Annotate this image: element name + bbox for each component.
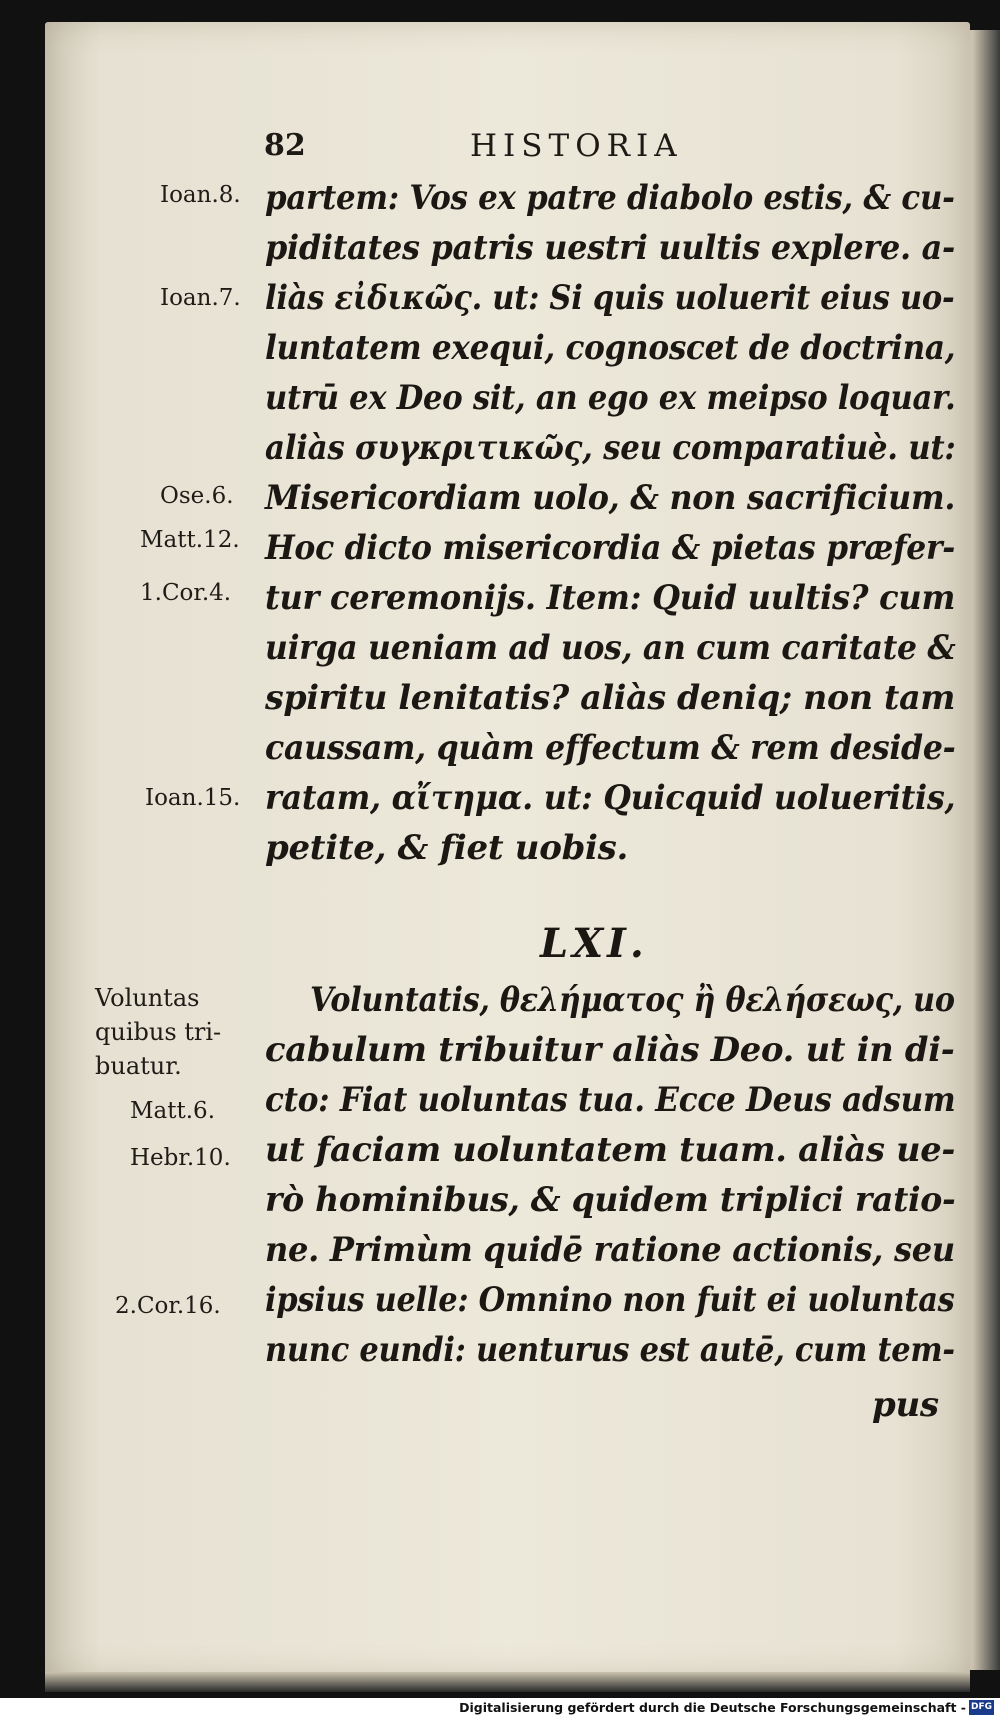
text-line: piditates patris uestri uultis explere. a- — [265, 228, 955, 268]
margin-note: Ose.6. — [160, 483, 234, 509]
text-line: ratam, αἴτημα. ut: Quicquid uolueritis, — [265, 778, 956, 818]
running-title: HISTORIA — [470, 128, 683, 164]
text-line: cabulum tribuitur aliàs Deo. ut in di- — [265, 1030, 955, 1070]
margin-note: buatur. — [95, 1052, 182, 1080]
text-line: liàs εἰδικῶς. ut: Si quis uoluerit eius uo- — [265, 278, 955, 318]
margin-note: quibus tri- — [95, 1018, 222, 1046]
text-line: uirga ueniam ad uos, an cum caritate & — [265, 628, 956, 668]
text-line: Misericordiam uolo, & non sacrificium. — [265, 478, 956, 518]
dfg-logo: DFG — [969, 1700, 994, 1715]
margin-note: Matt.12. — [140, 527, 240, 553]
margin-note: Matt.6. — [130, 1098, 216, 1124]
page-number: 82 — [264, 128, 306, 163]
margin-note: Ioan.15. — [145, 785, 241, 811]
text-line: tur ceremonijs. Item: Quid uultis? cum — [265, 578, 956, 618]
margin-note: 2.Cor.16. — [115, 1293, 221, 1319]
text-line: rò hominibus, & quidem triplici ratio- — [265, 1180, 956, 1220]
text-line: luntatem exequi, cognoscet de doctrina, — [265, 328, 956, 368]
chapter-heading: LXI. — [540, 920, 648, 967]
text-line: petite, & fiet uobis. — [265, 828, 629, 868]
text-line: ipsius uelle: Omnino non fuit ei uoluntas — [265, 1280, 955, 1320]
margin-note: 1.Cor.4. — [140, 580, 232, 606]
margin-note: Voluntas — [95, 984, 200, 1012]
text-line: caussam, quàm effectum & rem deside- — [265, 728, 956, 768]
text-line: spiritu lenitatis? aliàs deniq; non tam — [265, 678, 956, 718]
margin-note: Hebr.10. — [130, 1145, 231, 1171]
margin-note: Ioan.7. — [160, 285, 241, 311]
text-line: partem: Vos ex patre diabolo estis, & cu- — [265, 178, 955, 218]
digitization-credit: Digitalisierung gefördert durch die Deutsche Forschungsgemeinschaft - — [459, 1700, 966, 1715]
text-line: ut faciam uoluntatem tuam. aliàs ue- — [265, 1130, 955, 1170]
text-line: Hoc dicto misericordia & pietas præfer- — [265, 528, 956, 568]
text-line: Voluntatis, θελήματος ἢ θελήσεως, uo — [310, 980, 955, 1020]
text-line: aliàs συγκριτικῶς, seu comparatiuè. ut: — [265, 428, 956, 468]
text-line: utrū ex Deo sit, an ego ex meipso loquar. — [265, 378, 956, 418]
text-line: ne. Primùm quidē ratione actionis, seu — [265, 1230, 955, 1270]
margin-note: Ioan.8. — [160, 182, 241, 208]
catchword: pus — [872, 1385, 939, 1425]
text-line: nunc eundi: uenturus est autē, cum tem- — [265, 1330, 955, 1370]
text-line: cto: Fiat uoluntas tua. Ecce Deus adsum — [265, 1080, 956, 1120]
page-edge-bottom — [45, 1672, 970, 1692]
